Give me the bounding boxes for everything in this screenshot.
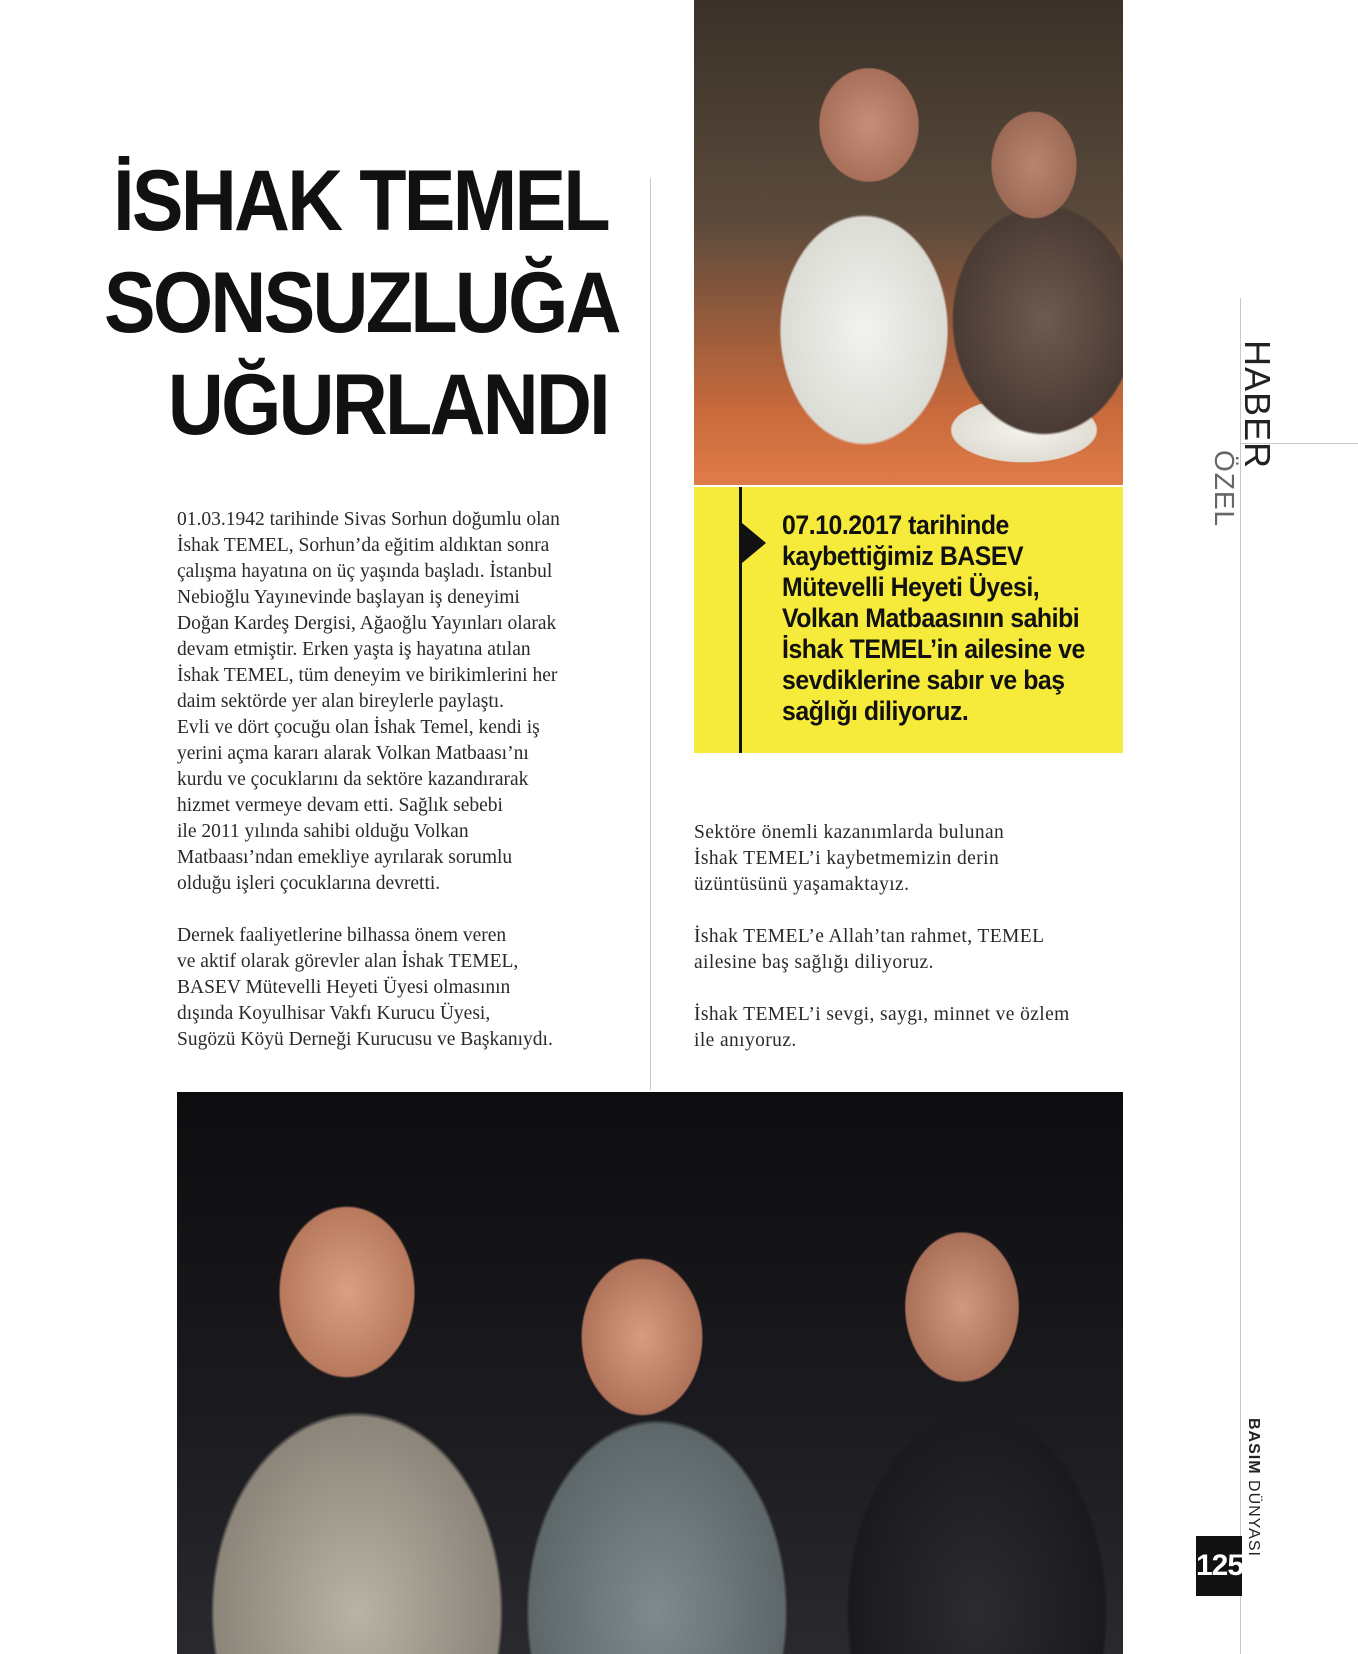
callout-text: 07.10.2017 tarihinde kaybettiğimiz BASEV Mütevelli Heyeti Üyesi, Volkan Matbaasının sahibi İshak TEMEL’in ailesine ve sevdiklerine sabır ve baş sağlığı diliyoruz. xyxy=(782,510,1085,726)
three-men-photo xyxy=(177,1092,1123,1654)
headline-line-2: SONSUZLUĞA xyxy=(104,255,619,351)
magazine-name-bold: BASIM xyxy=(1245,1418,1262,1475)
right-paragraph-2: İshak TEMEL’e Allah’tan rahmet, TEMEL ailesine baş sağlığı diliyoruz. xyxy=(694,926,1045,973)
right-paragraph-1: Sektöre önemli kazanımlarda bulunan İshak TEMEL’i kaybetmemizin derin üzüntüsünü yaşamaktayız. xyxy=(694,822,1005,895)
couple-dinner-photo xyxy=(694,0,1123,485)
sidebar-rule xyxy=(1240,298,1241,1654)
left-paragraph-2: Dernek faaliyetlerine bilhassa önem veren ve aktif olarak görevler alan İshak TEMEL, BASEV Mütevelli Heyeti Üyesi olmasının dışında Koyulhisar Vakfı Kurucu Üyesi, Sugözü Köyü Derneği Kurucusu ve Başkanıydı. xyxy=(177,925,553,1050)
headline-line-1: İSHAK TEMEL xyxy=(113,153,608,249)
page-number: 125 xyxy=(1196,1536,1242,1596)
headline xyxy=(104,150,619,456)
arrow-right-icon xyxy=(742,523,766,563)
magazine-name-light: DÜNYASI xyxy=(1245,1480,1262,1557)
right-article-column xyxy=(694,820,1134,1080)
left-paragraph-1: 01.03.1942 tarihinde Sivas Sorhun doğumlu olan İshak TEMEL, Sorhun’da eğitim aldıktan sonra çalışma hayatına on üç yaşında başladı. İstanbul Nebioğlu Yayınevinde başlayan iş deneyimi Doğan Kardeş Dergisi, Ağaoğlu Yayınları olarak devam etmiştir. Erken yaşta iş hayatına atılan İshak TEMEL, tüm deneyim ve birikimlerini her daim sektörde yer alan bireylerle paylaştı. Evli ve dört çocuğu olan İshak Temel, kendi iş yerini açma kararı alarak Volkan Matbaası’nı kurdu ve çocuklarını da sektöre kazandırarak hizmet vermeye devam etti. Sağlık sebebi ile 2011 yılında sahibi olduğu Volkan Matbaası’ndan emekliye ayrılarak sorumlu olduğu işleri çocuklarına devretti. xyxy=(177,509,560,894)
left-article-column xyxy=(177,507,617,1079)
headline-line-3: UĞURLANDI xyxy=(167,357,608,453)
section-label: HABER xyxy=(1237,340,1278,470)
condolence-callout xyxy=(694,487,1123,753)
column-divider xyxy=(650,178,651,1090)
right-paragraph-3: İshak TEMEL’i sevgi, saygı, minnet ve özlem ile anıyoruz. xyxy=(694,1004,1070,1051)
subsection-label: ÖZEL xyxy=(1209,450,1240,528)
magazine-name xyxy=(1244,1418,1262,1557)
